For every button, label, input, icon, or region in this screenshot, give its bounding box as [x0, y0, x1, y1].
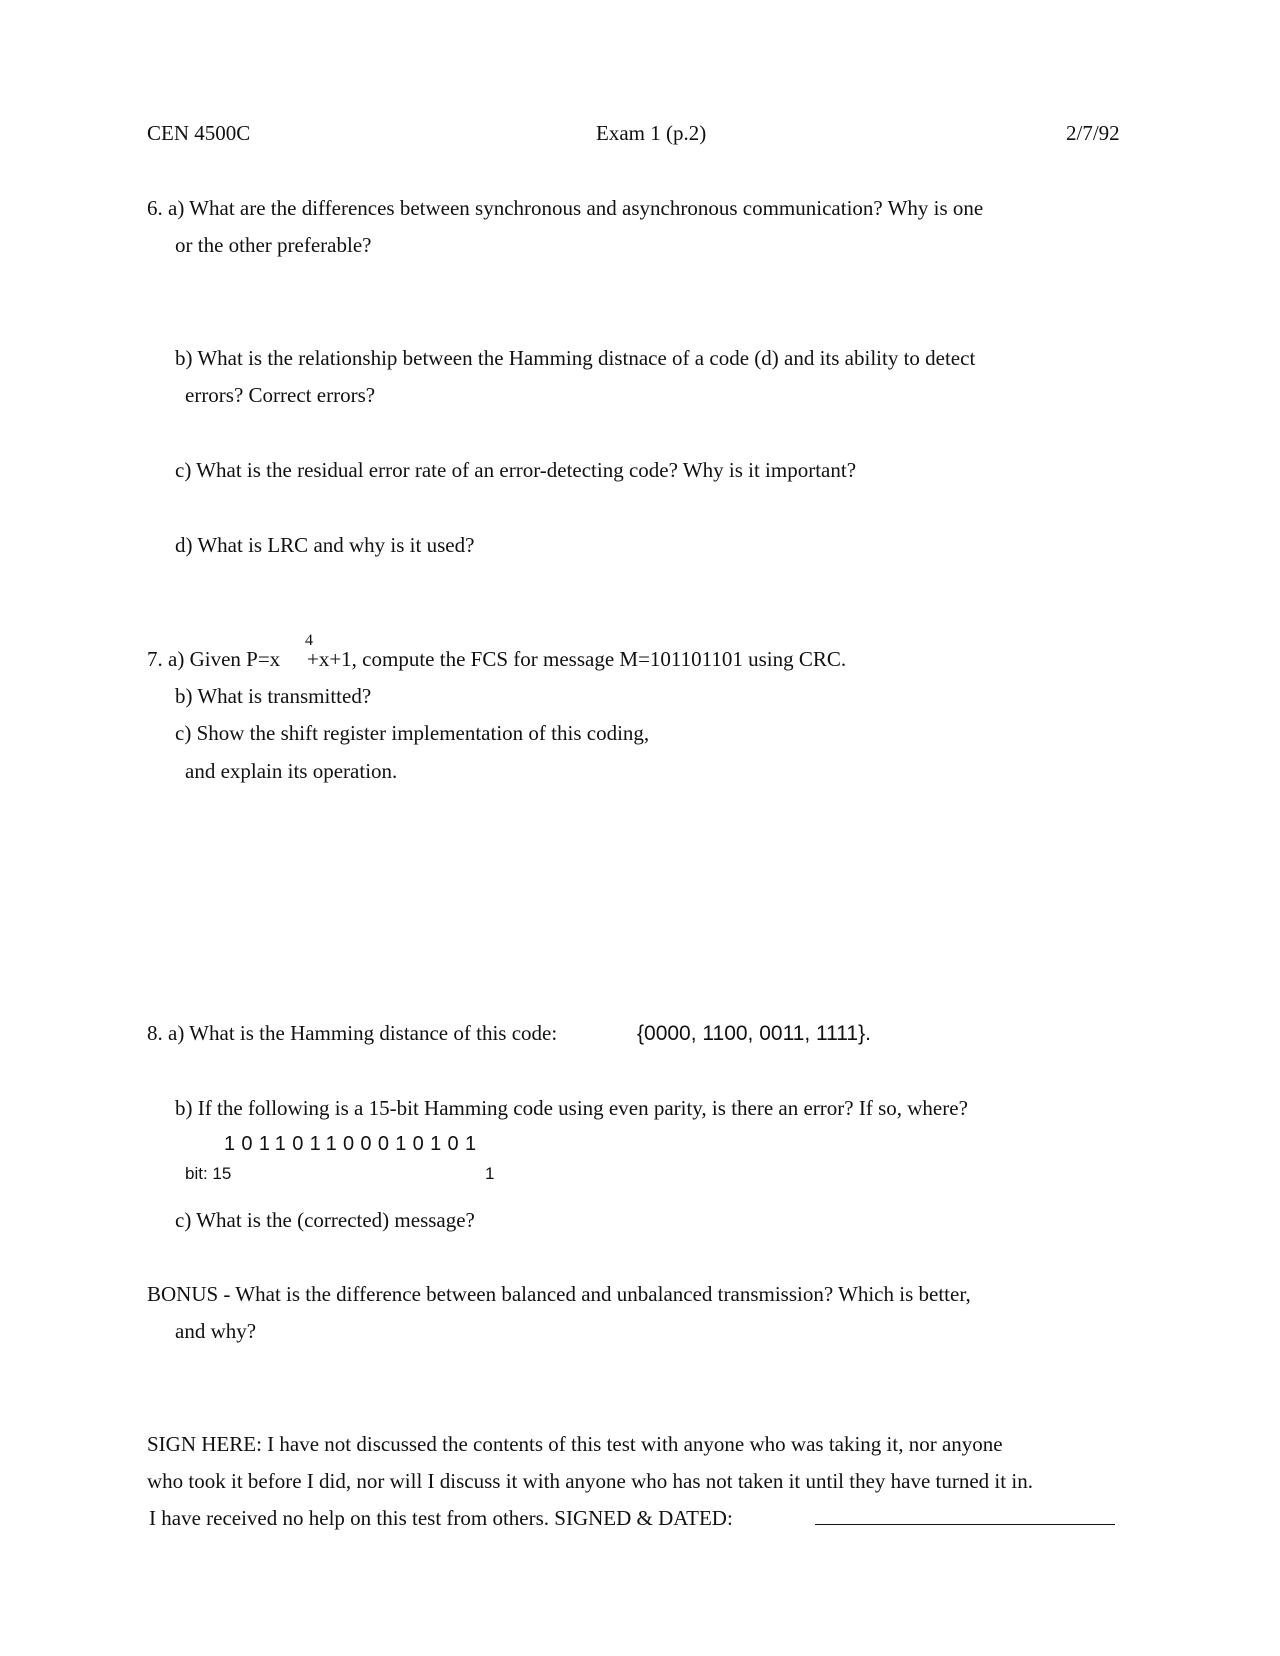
signature-line [815, 1524, 1115, 1525]
q8a-code-set: {0000, 1100, 0011, 1111}. [637, 1022, 871, 1045]
q8b-bit-label: bit: 15 [185, 1164, 232, 1183]
q8c: c) What is the (corrected) message? [175, 1208, 475, 1232]
q7b: b) What is transmitted? [175, 684, 372, 708]
bonus-line2: and why? [175, 1319, 257, 1343]
q6c: c) What is the residual error rate of an error-detecting code? Why is it important? [175, 458, 857, 482]
exam-date: 2/7/92 [1066, 121, 1120, 145]
q6d: d) What is LRC and why is it used? [175, 533, 475, 557]
q7c-line2: and explain its operation. [185, 759, 398, 783]
q8b-bit-end: 1 [485, 1164, 495, 1183]
sign-line3: I have received no help on this test from others. SIGNED & DATED: [149, 1506, 733, 1530]
q8a: 8. a) What is the Hamming distance of this code: [147, 1021, 558, 1045]
sign-line2: who took it before I did, nor will I discuss it with anyone who has not taken it until they have turned it in. [147, 1469, 1033, 1493]
q7a-prefix: 7. a) Given P=x [147, 647, 281, 671]
q8b-bit-string: 101101100010101 [224, 1133, 483, 1155]
q7a-suffix: +x+1, compute the FCS for message M=101101101 using CRC. [307, 647, 847, 671]
q6a-line2: or the other preferable? [175, 233, 372, 257]
course-code: CEN 4500C [147, 121, 251, 145]
sign-line1: SIGN HERE: I have not discussed the contents of this test with anyone who was taking it, nor anyone [147, 1432, 1003, 1456]
exam-title: Exam 1 (p.2) [596, 121, 707, 145]
q6a-line1: 6. a) What are the differences between synchronous and asynchronous communication? Why is one [147, 196, 984, 220]
bonus-line1: BONUS - What is the difference between balanced and unbalanced transmission? Which is better, [147, 1282, 971, 1306]
q7-exponent: 4 [305, 632, 313, 649]
q6b-line1: b) What is the relationship between the Hamming distnace of a code (d) and its ability to detect [175, 346, 976, 370]
q8b: b) If the following is a 15-bit Hamming code using even parity, is there an error? If so, where? [175, 1096, 968, 1120]
q6b-line2: errors? Correct errors? [185, 383, 376, 407]
q7c-line1: c) Show the shift register implementation of this coding, [175, 721, 650, 745]
